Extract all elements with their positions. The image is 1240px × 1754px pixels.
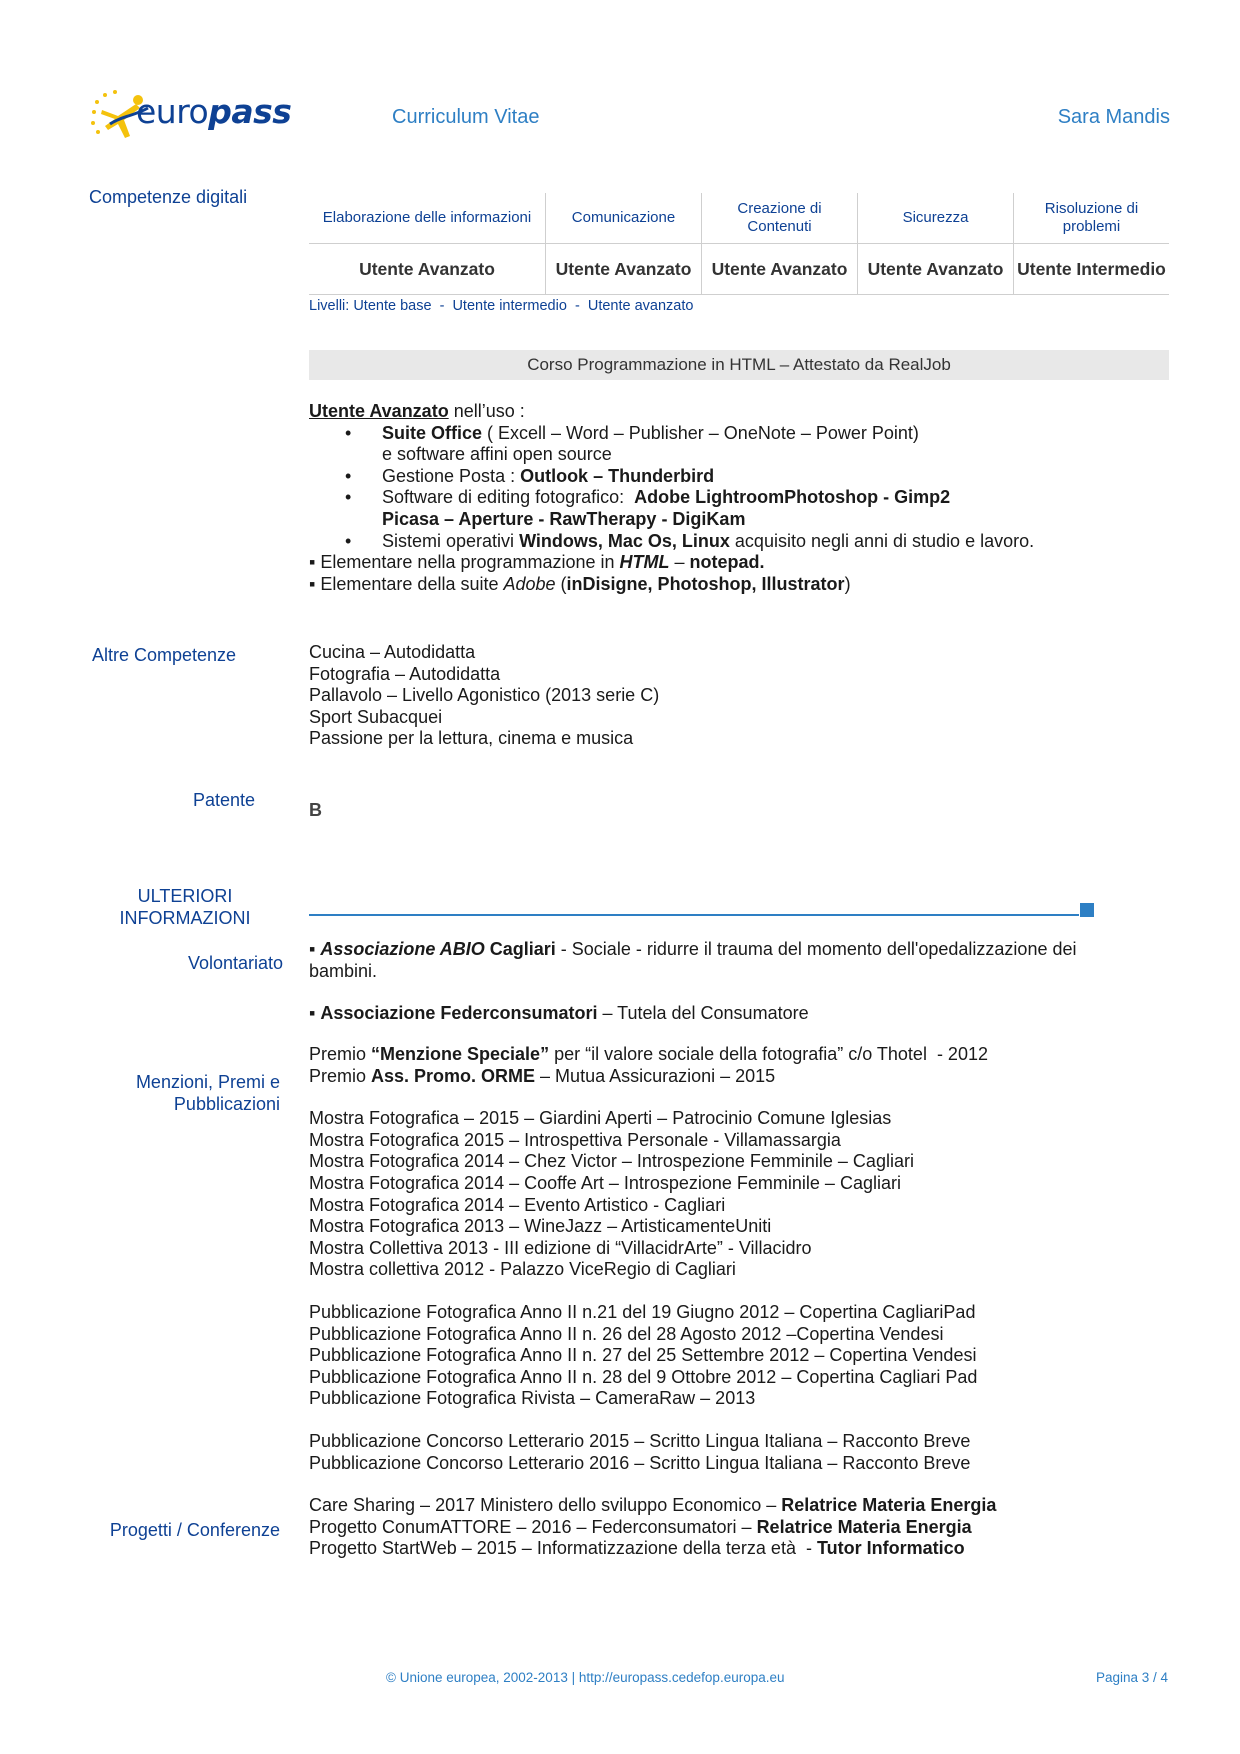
document-title: Curriculum Vitae: [392, 106, 540, 128]
list-item: Pubblicazione Fotografica Rivista – CameraRaw – 2013: [309, 1388, 756, 1409]
line-text: bambini.: [309, 960, 378, 981]
list-item: Pallavolo – Livello Agonistico (2013 serie C): [309, 685, 660, 706]
project-role: Relatrice Materia Energia: [781, 1495, 997, 1516]
line-text: Premio: [309, 1065, 372, 1086]
list-item-bold: Picasa – Aperture - RawTherapy - DigiKam: [382, 508, 746, 529]
list-item: Passione per la lettura, cinema e musica: [309, 728, 634, 749]
list-item: [309, 1517, 1179, 1539]
line-text: – Mutua Assicurazioni – 2015: [535, 1065, 776, 1086]
section-divider: [309, 914, 1079, 916]
list-item: Mostra Fotografica 2015 – Introspettiva Personale - Villamassargia: [309, 1129, 841, 1150]
section-label-line: INFORMAZIONI: [119, 908, 251, 928]
digital-competence-table: [309, 193, 1169, 295]
line-italic-bold: HTML: [619, 552, 670, 573]
digital-level-cell: Utente Avanzato: [701, 244, 857, 295]
list-item: Mostra collettiva 2012 - Palazzo ViceRegio di Cagliari: [309, 1259, 736, 1280]
list-item-bold: Suite Office: [382, 422, 483, 443]
project-text: Care Sharing – 2017 Ministero dello sviluppo Economico –: [309, 1495, 782, 1516]
award-name: “Menzione Speciale”: [371, 1044, 550, 1064]
bullet: ▪: [309, 1003, 321, 1024]
person-name: Sara Mandis: [1057, 106, 1170, 128]
logo-word-light: euro: [136, 92, 209, 131]
list-item: Mostra Fotografica 2014 – Cooffe Art – Introspezione Femminile – Cagliari: [309, 1172, 901, 1193]
software-list: [309, 423, 1169, 553]
europass-logo: [88, 86, 292, 146]
line-text: –: [669, 552, 690, 573]
digital-col-header: Creazione di Contenuti: [701, 193, 857, 244]
literary-contests-list: [309, 1431, 1179, 1474]
logo-word-strong: pass: [208, 92, 292, 131]
list-item: Pubblicazione Fotografica Anno II n.21 del 19 Giugno 2012 – Copertina CagliariPad: [309, 1301, 976, 1322]
digital-col-header: Sicurezza: [857, 193, 1013, 244]
digital-skills-detail: [309, 401, 1169, 595]
project-role: Tutor Informatico: [816, 1538, 965, 1559]
label-projects: Progetti / Conferenze: [109, 1520, 280, 1540]
section-label-further-info: [100, 885, 270, 929]
award-name: Ass. Promo. ORME: [371, 1065, 536, 1086]
list-item: Pubblicazione Concorso Letterario 2016 – Scritto Lingua Italiana – Racconto Breve: [309, 1452, 971, 1473]
list-item-text: e software affini open source: [382, 444, 612, 465]
line-text: – Tutela del Consumatore: [597, 1003, 809, 1024]
org-name-italic: Associazione ABIO: [320, 939, 485, 959]
list-item: [309, 466, 1169, 488]
publications-list: [309, 1302, 1179, 1410]
list-item: Fotografia – Autodidatta: [309, 663, 501, 684]
section-label-digital: Competenze digitali: [89, 187, 248, 207]
digital-col-header: Risoluzione di problemi: [1013, 193, 1169, 244]
label-line: Menzioni, Premi e: [135, 1072, 280, 1092]
org-city: Cagliari: [484, 939, 556, 959]
list-item: Pubblicazione Fotografica Anno II n. 26 del 28 Agosto 2012 –Copertina Vendesi: [309, 1323, 944, 1344]
exhibitions-list: [309, 1108, 1179, 1281]
bullet: ▪: [309, 939, 321, 959]
list-item: [309, 1495, 1179, 1517]
list-item: Mostra Fotografica 2014 – Chez Victor – Introspezione Femminile – Cagliari: [309, 1151, 914, 1172]
line-text: Premio: [309, 1044, 372, 1064]
label-awards: [100, 1071, 280, 1115]
list-item: Pubblicazione Fotografica Anno II n. 27 del 25 Settembre 2012 – Copertina Vendesi: [309, 1345, 977, 1366]
footer-copyright: © Unione europea, 2002-2013 | http://europass.cedefop.europa.eu: [386, 1670, 785, 1685]
list-item-text: Gestione Posta :: [382, 465, 521, 486]
section-label-license: Patente: [193, 790, 256, 810]
line-bold: inDisigne, Photoshop, Illustrator: [566, 573, 845, 594]
license-value: B: [309, 800, 322, 820]
list-item-text: acquisito negli anni di studio e lavoro.: [729, 530, 1035, 551]
line-text: ▪ Elementare della suite: [309, 573, 504, 594]
list-item: [309, 423, 1169, 466]
org-name: Associazione Federconsumatori: [320, 1003, 598, 1024]
list-item: Pubblicazione Concorso Letterario 2015 – Scritto Lingua Italiana – Racconto Breve: [309, 1430, 971, 1451]
elementary-html-line: [309, 552, 1169, 574]
label-volunteering: Volontariato: [188, 953, 284, 973]
list-item: Sport Subacquei: [309, 706, 443, 727]
line-text: per “il valore sociale della fotografia” c/o Thotel - 2012: [549, 1044, 988, 1064]
list-item: Pubblicazione Fotografica Anno II n. 28 del 9 Ottobre 2012 – Copertina Cagliari Pad: [309, 1366, 978, 1387]
line-text: ▪ Elementare nella programmazione in: [309, 552, 620, 573]
section-label-line: ULTERIORI: [137, 886, 233, 906]
list-item-text: Sistemi operativi: [382, 530, 520, 551]
levels-note: Livelli: Utente base - Utente intermedio - Utente avanzato: [309, 298, 694, 314]
list-item-bold: Adobe LightroomPhotoshop - Gimp2: [634, 487, 951, 508]
section-label-other-skills: Altre Competenze: [92, 645, 237, 665]
section-divider-marker: [1080, 903, 1094, 917]
digital-level-cell: Utente Intermedio: [1013, 244, 1169, 295]
digital-col-header: Elaborazione delle informazioni: [309, 193, 545, 244]
other-skills-list: [309, 642, 659, 750]
list-item-text: Software di editing fotografico:: [382, 487, 635, 508]
list-item: Mostra Fotografica 2014 – Evento Artistico - Cagliari: [309, 1194, 726, 1215]
list-item: Mostra Fotografica 2013 – WineJazz – ArtisticamenteUniti: [309, 1216, 772, 1237]
project-role: Relatrice Materia Energia: [756, 1516, 972, 1537]
digital-table-header-row: [309, 193, 1169, 244]
logo-wordmark: [136, 92, 291, 131]
list-item: Mostra Collettiva 2013 - III edizione di “VillacidrArte” - Villacidro: [309, 1237, 812, 1258]
digital-level-cell: Utente Avanzato: [309, 244, 545, 295]
list-item: Mostra Fotografica – 2015 – Giardini Aperti – Patrocinio Comune Iglesias: [309, 1108, 892, 1129]
line-text: - Sociale - ridurre il trauma del momento dell'opedalizzazione dei: [555, 939, 1077, 959]
list-item: [309, 487, 1169, 530]
line-text: ): [844, 573, 851, 594]
line-text: (: [555, 573, 567, 594]
digital-level-cell: Utente Avanzato: [545, 244, 701, 295]
project-text: Progetto StartWeb – 2015 – Informatizzazione della terza età -: [309, 1538, 817, 1559]
list-item: [309, 1538, 1179, 1560]
projects-list: [309, 1495, 1179, 1560]
elementary-adobe-line: [309, 574, 1169, 596]
list-item-text: ( Excell – Word – Publisher – OneNote – Power Point): [482, 422, 919, 443]
digital-table-level-row: [309, 244, 1169, 295]
digital-level-cell: Utente Avanzato: [857, 244, 1013, 295]
advanced-user-label: Utente Avanzato: [309, 401, 449, 421]
line-bold: notepad.: [689, 552, 765, 573]
digital-col-header: Comunicazione: [545, 193, 701, 244]
line-italic: Adobe: [503, 573, 556, 594]
course-certificate-bar: Corso Programmazione in HTML – Attestato da RealJob: [309, 350, 1169, 380]
footer-page-number: Pagina 3 / 4: [1095, 1670, 1168, 1685]
awards-block: [309, 1044, 1179, 1560]
volunteering-block: [309, 939, 1179, 1025]
list-item: [309, 531, 1169, 553]
advanced-user-suffix: nell’uso :: [448, 401, 525, 421]
list-item: Cucina – Autodidatta: [309, 642, 476, 662]
project-text: Progetto ConumATTORE – 2016 – Federconsumatori –: [309, 1516, 757, 1537]
list-item-bold: Windows, Mac Os, Linux: [519, 530, 730, 551]
label-line: Pubblicazioni: [173, 1094, 280, 1114]
list-item-bold: Outlook – Thunderbird: [520, 465, 715, 486]
